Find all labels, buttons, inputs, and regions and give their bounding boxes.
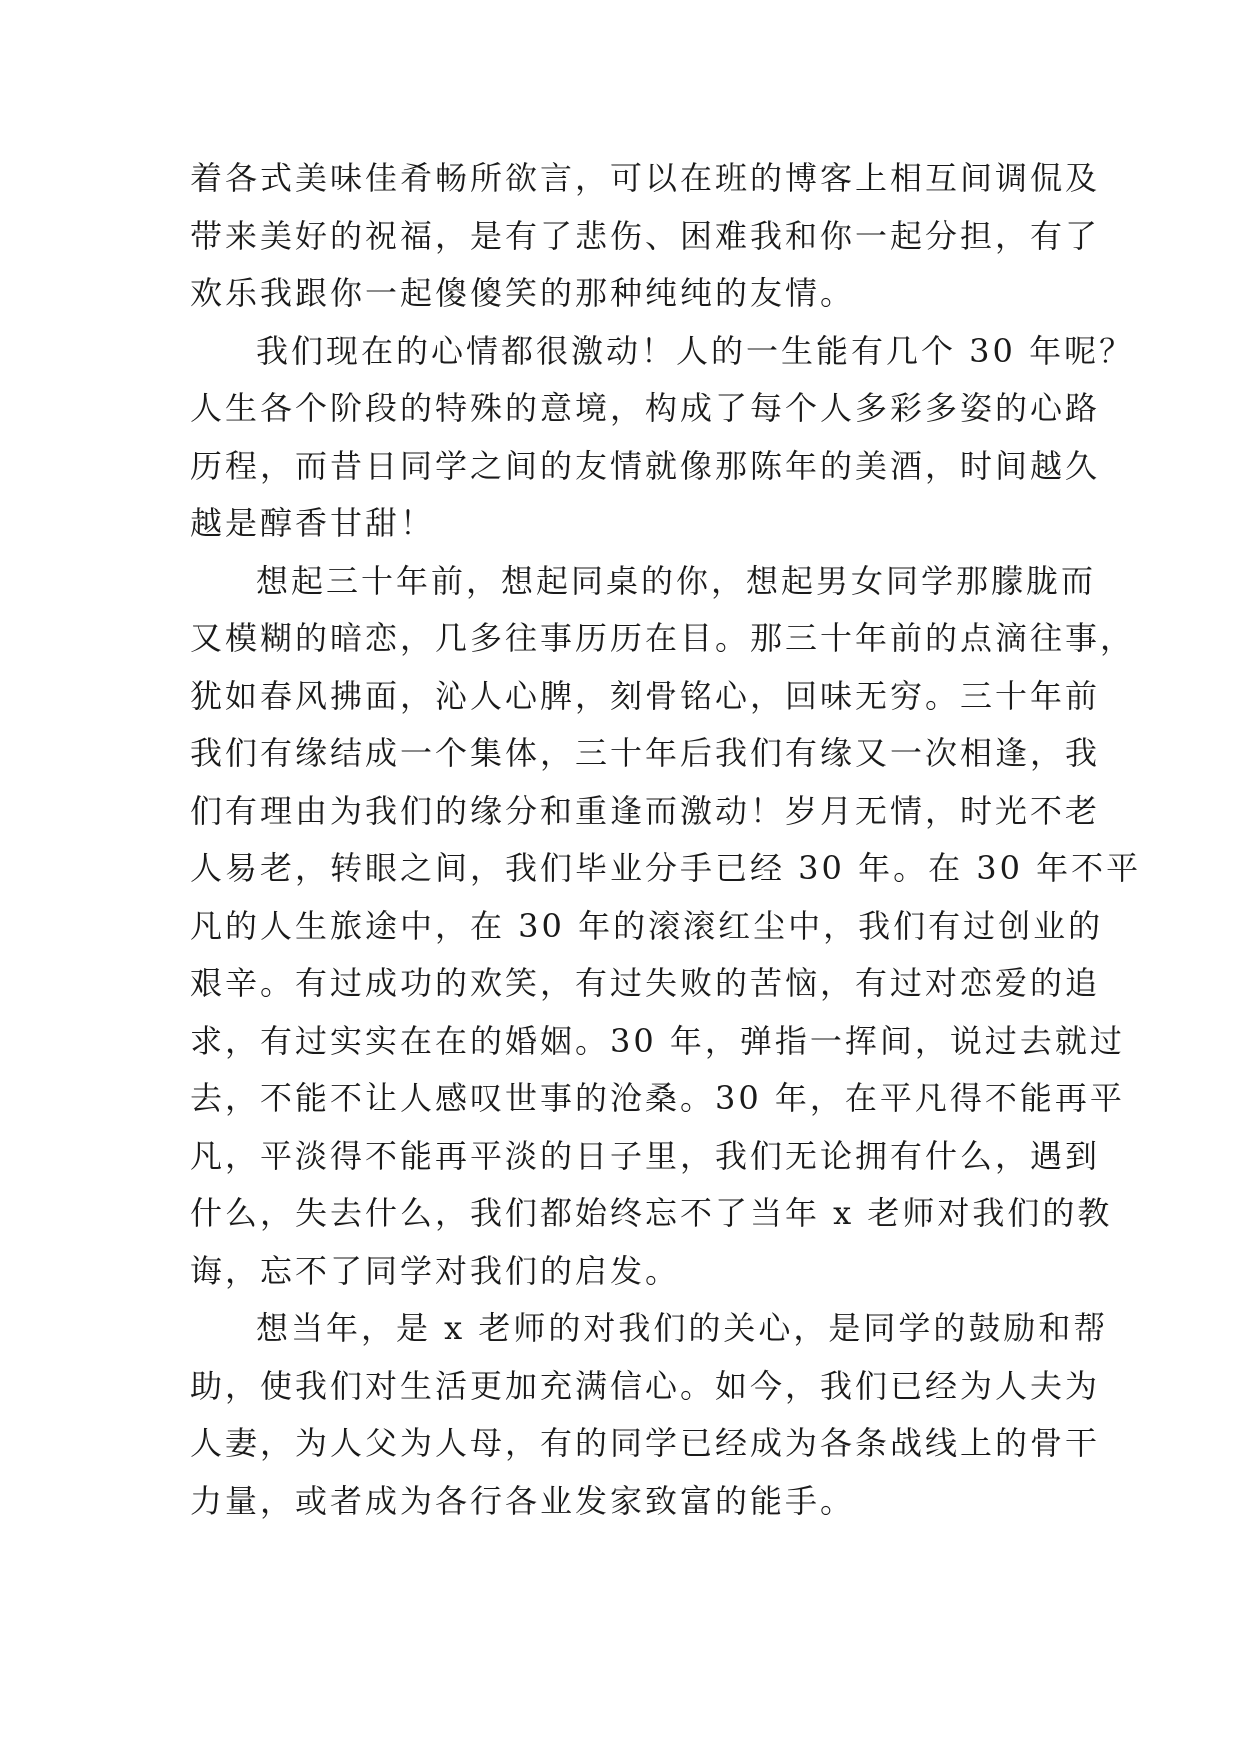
paragraph-1 (190, 150, 1101, 323)
text-line: 历程，而昔日同学之间的友情就像那陈年的美酒，时间越久 (190, 446, 1101, 485)
text-line: 诲，忘不了同学对我们的启发。 (190, 1251, 681, 1290)
paragraph-3 (190, 553, 1142, 1301)
text-line: 想当年，是 x 老师的对我们的关心，是同学的鼓励和帮 (256, 1309, 1109, 1347)
text-line: 带来美好的祝福，是有了悲伤、困难我和你一起分担，有了 (190, 216, 1101, 255)
text-line: 什么，失去什么，我们都始终忘不了当年 x 老师对我们的教 (190, 1194, 1113, 1232)
paragraph-4 (190, 1300, 1109, 1530)
text-line: 人易老，转眼之间，我们毕业分手已经 30 年。在 30 年不平 (190, 849, 1142, 887)
text-line: 欢乐我跟你一起傻傻笑的那种纯纯的友情。 (190, 274, 856, 312)
text-line: 越是醇香甘甜！ (190, 504, 436, 542)
text-line: 求，有过实实在在的婚姻。30 年，弹指一挥间，说过去就过 (190, 1021, 1125, 1060)
text-line: 我们现在的心情都很激动！人的一生能有几个 30 年呢？ (256, 331, 1135, 370)
text-line: 犹如春风拂面，沁人心脾，刻骨铭心，回味无穷。三十年前 (190, 676, 1101, 715)
text-line: 凡的人生旅途中，在 30 年的滚滚红尘中，我们有过创业的 (190, 906, 1104, 945)
text-line: 想起三十年前，想起同桌的你，想起男女同学那朦胧而 (256, 561, 1097, 600)
text-line: 助，使我们对生活更加充满信心。如今，我们已经为人夫为 (190, 1366, 1101, 1405)
text-line: 凡，平淡得不能再平淡的日子里，我们无论拥有什么，遇到 (190, 1136, 1101, 1175)
text-line: 人生各个阶段的特殊的意境，构成了每个人多彩多姿的心路 (190, 389, 1101, 427)
text-line: 人妻，为人父为人母，有的同学已经成为各条战线上的骨干 (190, 1424, 1101, 1462)
text-line: 力量，或者成为各行各业发家致富的能手。 (190, 1481, 856, 1520)
paragraph-2 (190, 323, 1135, 553)
text-line: 们有理由为我们的缘分和重逢而激动！岁月无情，时光不老 (190, 791, 1101, 830)
document-body (190, 150, 1142, 1530)
text-line: 去，不能不让人感叹世事的沧桑。30 年，在平凡得不能再平 (190, 1079, 1125, 1117)
text-line: 艰辛。有过成功的欢笑，有过失败的苦恼，有过对恋爱的追 (190, 964, 1101, 1002)
text-line: 着各式美味佳肴畅所欲言，可以在班的博客上相互间调侃及 (190, 159, 1101, 197)
text-line: 我们有缘结成一个集体，三十年后我们有缘又一次相逢，我 (190, 734, 1101, 772)
text-line: 又模糊的暗恋，几多往事历历在目。那三十年前的点滴往事， (190, 619, 1136, 657)
